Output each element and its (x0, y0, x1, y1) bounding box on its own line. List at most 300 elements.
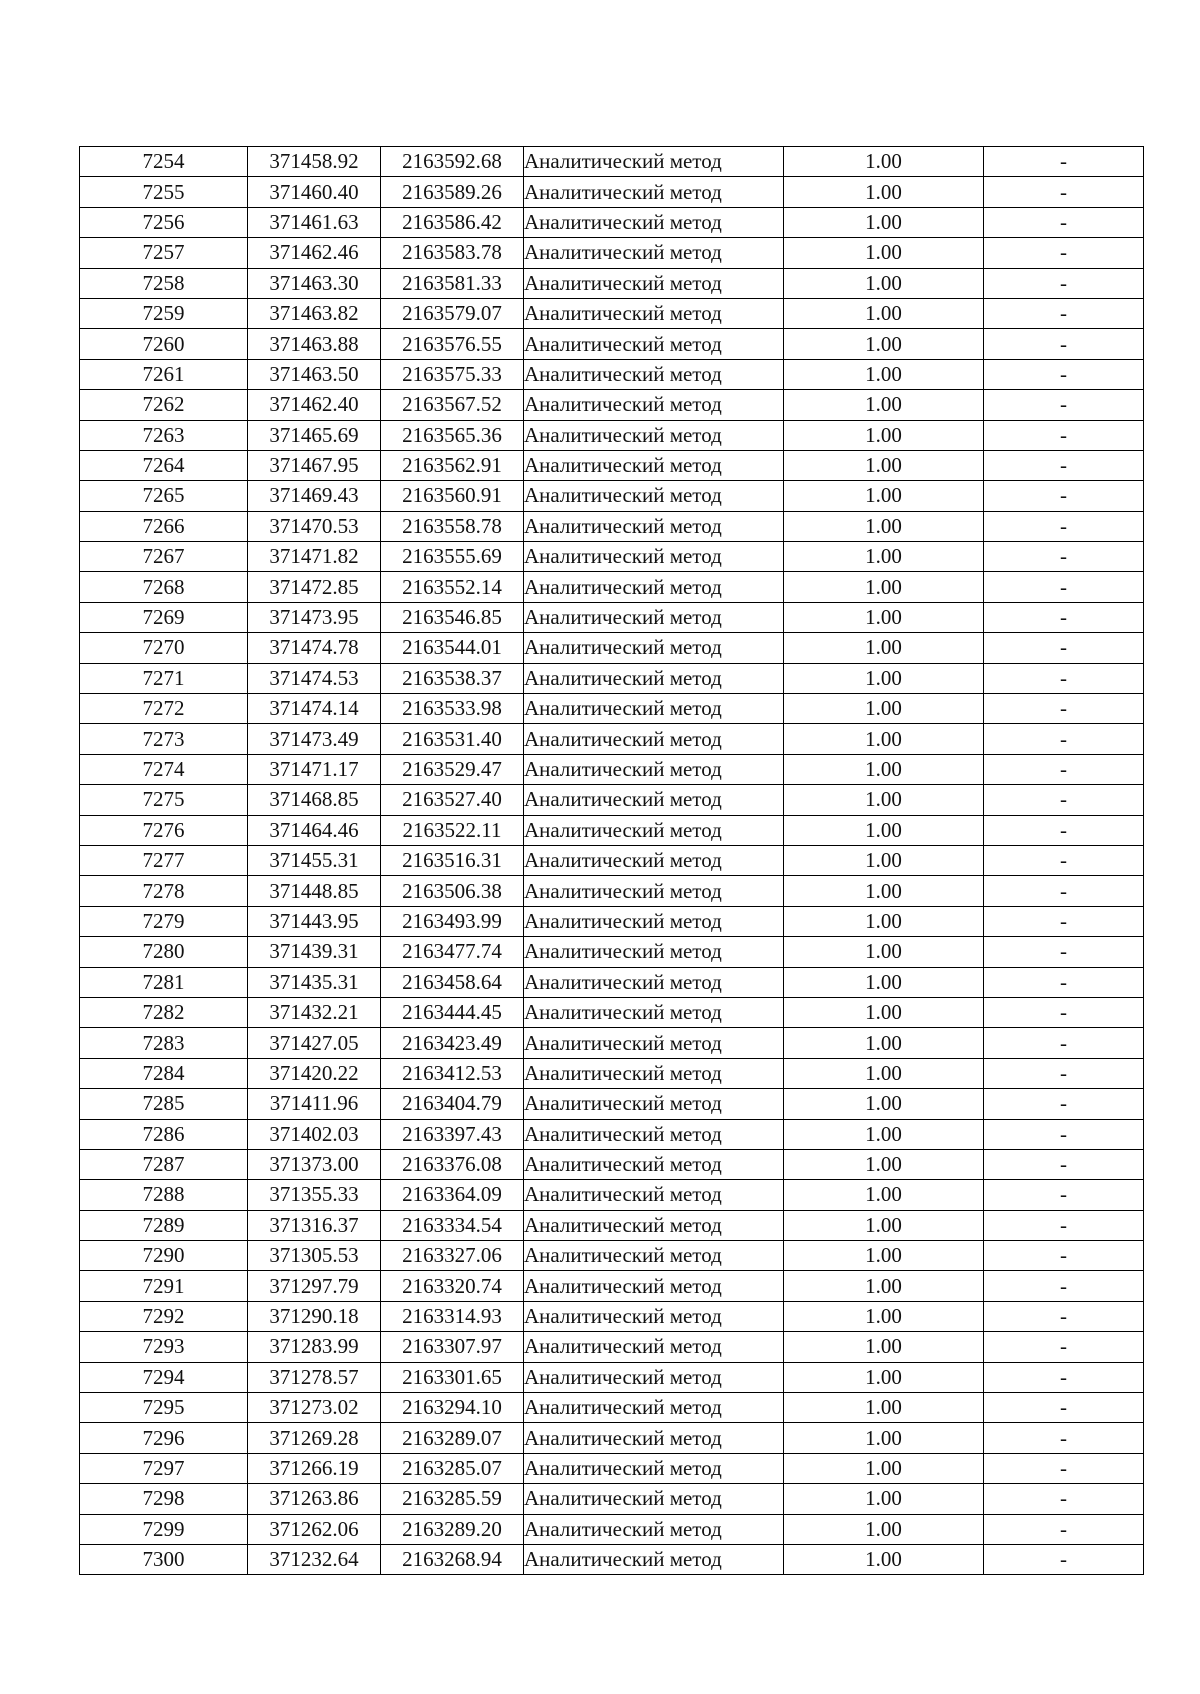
method-cell: Аналитический метод (524, 845, 784, 875)
y-coordinate-cell: 2163516.31 (381, 845, 524, 875)
note-cell: - (984, 1058, 1144, 1088)
accuracy-cell: 1.00 (784, 997, 984, 1027)
x-coordinate-cell: 371458.92 (248, 147, 381, 177)
y-coordinate-cell: 2163558.78 (381, 511, 524, 541)
y-coordinate-cell: 2163552.14 (381, 572, 524, 602)
note-cell: - (984, 1119, 1144, 1149)
method-cell: Аналитический метод (524, 906, 784, 936)
x-coordinate-cell: 371472.85 (248, 572, 381, 602)
accuracy-cell: 1.00 (784, 268, 984, 298)
y-coordinate-cell: 2163444.45 (381, 997, 524, 1027)
accuracy-cell: 1.00 (784, 147, 984, 177)
note-cell: - (984, 876, 1144, 906)
note-cell: - (984, 1028, 1144, 1058)
note-cell: - (984, 1089, 1144, 1119)
table-row (80, 268, 1144, 298)
accuracy-cell: 1.00 (784, 1028, 984, 1058)
note-cell: - (984, 754, 1144, 784)
table-row (80, 845, 1144, 875)
accuracy-cell: 1.00 (784, 1210, 984, 1240)
method-cell: Аналитический метод (524, 663, 784, 693)
x-coordinate-cell: 371297.79 (248, 1271, 381, 1301)
x-coordinate-cell: 371474.78 (248, 633, 381, 663)
table-row (80, 785, 1144, 815)
x-coordinate-cell: 371469.43 (248, 481, 381, 511)
point-number-cell: 7286 (80, 1119, 248, 1149)
note-cell: - (984, 937, 1144, 967)
table-row (80, 1544, 1144, 1574)
table-row (80, 298, 1144, 328)
point-number-cell: 7279 (80, 906, 248, 936)
accuracy-cell: 1.00 (784, 967, 984, 997)
point-number-cell: 7277 (80, 845, 248, 875)
accuracy-cell: 1.00 (784, 1514, 984, 1544)
table-row (80, 1089, 1144, 1119)
point-number-cell: 7300 (80, 1544, 248, 1574)
method-cell: Аналитический метод (524, 876, 784, 906)
y-coordinate-cell: 2163294.10 (381, 1393, 524, 1423)
x-coordinate-cell: 371467.95 (248, 450, 381, 480)
note-cell: - (984, 177, 1144, 207)
table-row (80, 359, 1144, 389)
y-coordinate-cell: 2163423.49 (381, 1028, 524, 1058)
x-coordinate-cell: 371373.00 (248, 1149, 381, 1179)
y-coordinate-cell: 2163529.47 (381, 754, 524, 784)
y-coordinate-cell: 2163320.74 (381, 1271, 524, 1301)
accuracy-cell: 1.00 (784, 1271, 984, 1301)
note-cell: - (984, 785, 1144, 815)
table-row (80, 1241, 1144, 1271)
point-number-cell: 7271 (80, 663, 248, 693)
y-coordinate-cell: 2163289.07 (381, 1423, 524, 1453)
method-cell: Аналитический метод (524, 298, 784, 328)
table-row (80, 1362, 1144, 1392)
point-number-cell: 7294 (80, 1362, 248, 1392)
method-cell: Аналитический метод (524, 390, 784, 420)
table-row (80, 1180, 1144, 1210)
accuracy-cell: 1.00 (784, 1393, 984, 1423)
point-number-cell: 7278 (80, 876, 248, 906)
accuracy-cell: 1.00 (784, 906, 984, 936)
method-cell: Аналитический метод (524, 694, 784, 724)
method-cell: Аналитический метод (524, 1362, 784, 1392)
accuracy-cell: 1.00 (784, 1089, 984, 1119)
table-row (80, 1149, 1144, 1179)
table-row (80, 1453, 1144, 1483)
point-number-cell: 7287 (80, 1149, 248, 1179)
accuracy-cell: 1.00 (784, 359, 984, 389)
accuracy-cell: 1.00 (784, 1149, 984, 1179)
table-row (80, 572, 1144, 602)
note-cell: - (984, 1362, 1144, 1392)
point-number-cell: 7273 (80, 724, 248, 754)
method-cell: Аналитический метод (524, 1423, 784, 1453)
method-cell: Аналитический метод (524, 1119, 784, 1149)
table-row (80, 511, 1144, 541)
accuracy-cell: 1.00 (784, 238, 984, 268)
accuracy-cell: 1.00 (784, 511, 984, 541)
method-cell: Аналитический метод (524, 329, 784, 359)
method-cell: Аналитический метод (524, 1210, 784, 1240)
table-row (80, 1058, 1144, 1088)
note-cell: - (984, 207, 1144, 237)
y-coordinate-cell: 2163506.38 (381, 876, 524, 906)
x-coordinate-cell: 371435.31 (248, 967, 381, 997)
y-coordinate-cell: 2163589.26 (381, 177, 524, 207)
point-number-cell: 7267 (80, 542, 248, 572)
point-number-cell: 7291 (80, 1271, 248, 1301)
y-coordinate-cell: 2163327.06 (381, 1241, 524, 1271)
method-cell: Аналитический метод (524, 359, 784, 389)
note-cell: - (984, 1180, 1144, 1210)
y-coordinate-cell: 2163533.98 (381, 694, 524, 724)
point-number-cell: 7290 (80, 1241, 248, 1271)
note-cell: - (984, 450, 1144, 480)
x-coordinate-cell: 371427.05 (248, 1028, 381, 1058)
method-cell: Аналитический метод (524, 511, 784, 541)
table-row (80, 207, 1144, 237)
method-cell: Аналитический метод (524, 481, 784, 511)
point-number-cell: 7268 (80, 572, 248, 602)
y-coordinate-cell: 2163555.69 (381, 542, 524, 572)
method-cell: Аналитический метод (524, 1058, 784, 1088)
table-row (80, 754, 1144, 784)
note-cell: - (984, 694, 1144, 724)
x-coordinate-cell: 371266.19 (248, 1453, 381, 1483)
point-number-cell: 7256 (80, 207, 248, 237)
x-coordinate-cell: 371443.95 (248, 906, 381, 936)
accuracy-cell: 1.00 (784, 1544, 984, 1574)
point-number-cell: 7266 (80, 511, 248, 541)
x-coordinate-cell: 371316.37 (248, 1210, 381, 1240)
note-cell: - (984, 481, 1144, 511)
y-coordinate-cell: 2163364.09 (381, 1180, 524, 1210)
accuracy-cell: 1.00 (784, 1332, 984, 1362)
x-coordinate-cell: 371468.85 (248, 785, 381, 815)
y-coordinate-cell: 2163522.11 (381, 815, 524, 845)
table-row (80, 1301, 1144, 1331)
point-number-cell: 7281 (80, 967, 248, 997)
x-coordinate-cell: 371473.95 (248, 602, 381, 632)
method-cell: Аналитический метод (524, 1484, 784, 1514)
y-coordinate-cell: 2163493.99 (381, 906, 524, 936)
accuracy-cell: 1.00 (784, 390, 984, 420)
table-row (80, 602, 1144, 632)
method-cell: Аналитический метод (524, 1028, 784, 1058)
table-row (80, 147, 1144, 177)
note-cell: - (984, 1332, 1144, 1362)
note-cell: - (984, 420, 1144, 450)
method-cell: Аналитический метод (524, 1271, 784, 1301)
accuracy-cell: 1.00 (784, 177, 984, 207)
y-coordinate-cell: 2163575.33 (381, 359, 524, 389)
note-cell: - (984, 147, 1144, 177)
x-coordinate-cell: 371448.85 (248, 876, 381, 906)
point-number-cell: 7289 (80, 1210, 248, 1240)
accuracy-cell: 1.00 (784, 481, 984, 511)
y-coordinate-cell: 2163301.65 (381, 1362, 524, 1392)
accuracy-cell: 1.00 (784, 1453, 984, 1483)
note-cell: - (984, 390, 1144, 420)
table-row (80, 1332, 1144, 1362)
note-cell: - (984, 967, 1144, 997)
point-number-cell: 7288 (80, 1180, 248, 1210)
x-coordinate-cell: 371455.31 (248, 845, 381, 875)
note-cell: - (984, 845, 1144, 875)
y-coordinate-cell: 2163546.85 (381, 602, 524, 632)
table-row (80, 906, 1144, 936)
method-cell: Аналитический метод (524, 1332, 784, 1362)
point-number-cell: 7255 (80, 177, 248, 207)
accuracy-cell: 1.00 (784, 602, 984, 632)
x-coordinate-cell: 371232.64 (248, 1544, 381, 1574)
x-coordinate-cell: 371464.46 (248, 815, 381, 845)
point-number-cell: 7295 (80, 1393, 248, 1423)
point-number-cell: 7284 (80, 1058, 248, 1088)
method-cell: Аналитический метод (524, 967, 784, 997)
accuracy-cell: 1.00 (784, 633, 984, 663)
accuracy-cell: 1.00 (784, 1119, 984, 1149)
note-cell: - (984, 1453, 1144, 1483)
table-row (80, 238, 1144, 268)
method-cell: Аналитический метод (524, 147, 784, 177)
accuracy-cell: 1.00 (784, 724, 984, 754)
x-coordinate-cell: 371432.21 (248, 997, 381, 1027)
point-number-cell: 7254 (80, 147, 248, 177)
y-coordinate-cell: 2163404.79 (381, 1089, 524, 1119)
method-cell: Аналитический метод (524, 1453, 784, 1483)
point-number-cell: 7276 (80, 815, 248, 845)
method-cell: Аналитический метод (524, 1180, 784, 1210)
method-cell: Аналитический метод (524, 815, 784, 845)
accuracy-cell: 1.00 (784, 572, 984, 602)
note-cell: - (984, 1544, 1144, 1574)
x-coordinate-cell: 371474.14 (248, 694, 381, 724)
note-cell: - (984, 663, 1144, 693)
note-cell: - (984, 724, 1144, 754)
y-coordinate-cell: 2163285.07 (381, 1453, 524, 1483)
accuracy-cell: 1.00 (784, 785, 984, 815)
y-coordinate-cell: 2163397.43 (381, 1119, 524, 1149)
table-row (80, 1210, 1144, 1240)
y-coordinate-cell: 2163531.40 (381, 724, 524, 754)
y-coordinate-cell: 2163592.68 (381, 147, 524, 177)
point-number-cell: 7299 (80, 1514, 248, 1544)
point-number-cell: 7261 (80, 359, 248, 389)
method-cell: Аналитический метод (524, 1393, 784, 1423)
accuracy-cell: 1.00 (784, 1362, 984, 1392)
note-cell: - (984, 329, 1144, 359)
y-coordinate-cell: 2163477.74 (381, 937, 524, 967)
x-coordinate-cell: 371290.18 (248, 1301, 381, 1331)
method-cell: Аналитический метод (524, 1301, 784, 1331)
note-cell: - (984, 906, 1144, 936)
x-coordinate-cell: 371439.31 (248, 937, 381, 967)
accuracy-cell: 1.00 (784, 1058, 984, 1088)
method-cell: Аналитический метод (524, 238, 784, 268)
note-cell: - (984, 1423, 1144, 1453)
table-row (80, 1271, 1144, 1301)
note-cell: - (984, 1210, 1144, 1240)
table-row (80, 876, 1144, 906)
x-coordinate-cell: 371462.40 (248, 390, 381, 420)
point-number-cell: 7282 (80, 997, 248, 1027)
point-number-cell: 7260 (80, 329, 248, 359)
x-coordinate-cell: 371411.96 (248, 1089, 381, 1119)
accuracy-cell: 1.00 (784, 754, 984, 784)
note-cell: - (984, 1241, 1144, 1271)
table-row (80, 967, 1144, 997)
point-number-cell: 7263 (80, 420, 248, 450)
method-cell: Аналитический метод (524, 177, 784, 207)
accuracy-cell: 1.00 (784, 1301, 984, 1331)
accuracy-cell: 1.00 (784, 1180, 984, 1210)
table-row (80, 1514, 1144, 1544)
y-coordinate-cell: 2163527.40 (381, 785, 524, 815)
method-cell: Аналитический метод (524, 937, 784, 967)
point-number-cell: 7283 (80, 1028, 248, 1058)
note-cell: - (984, 238, 1144, 268)
y-coordinate-cell: 2163581.33 (381, 268, 524, 298)
x-coordinate-cell: 371355.33 (248, 1180, 381, 1210)
point-number-cell: 7270 (80, 633, 248, 663)
point-number-cell: 7296 (80, 1423, 248, 1453)
point-number-cell: 7264 (80, 450, 248, 480)
y-coordinate-cell: 2163576.55 (381, 329, 524, 359)
note-cell: - (984, 1271, 1144, 1301)
method-cell: Аналитический метод (524, 1149, 784, 1179)
method-cell: Аналитический метод (524, 1544, 784, 1574)
x-coordinate-cell: 371462.46 (248, 238, 381, 268)
accuracy-cell: 1.00 (784, 1241, 984, 1271)
y-coordinate-cell: 2163289.20 (381, 1514, 524, 1544)
x-coordinate-cell: 371305.53 (248, 1241, 381, 1271)
x-coordinate-cell: 371278.57 (248, 1362, 381, 1392)
accuracy-cell: 1.00 (784, 694, 984, 724)
x-coordinate-cell: 371461.63 (248, 207, 381, 237)
table-row (80, 1393, 1144, 1423)
point-number-cell: 7258 (80, 268, 248, 298)
accuracy-cell: 1.00 (784, 1484, 984, 1514)
accuracy-cell: 1.00 (784, 420, 984, 450)
x-coordinate-cell: 371463.88 (248, 329, 381, 359)
x-coordinate-cell: 371463.30 (248, 268, 381, 298)
note-cell: - (984, 268, 1144, 298)
y-coordinate-cell: 2163565.36 (381, 420, 524, 450)
note-cell: - (984, 1484, 1144, 1514)
note-cell: - (984, 298, 1144, 328)
table-row (80, 542, 1144, 572)
method-cell: Аналитический метод (524, 268, 784, 298)
accuracy-cell: 1.00 (784, 815, 984, 845)
note-cell: - (984, 1393, 1144, 1423)
accuracy-cell: 1.00 (784, 329, 984, 359)
x-coordinate-cell: 371460.40 (248, 177, 381, 207)
table-row (80, 1119, 1144, 1149)
table-row (80, 420, 1144, 450)
y-coordinate-cell: 2163567.52 (381, 390, 524, 420)
point-number-cell: 7285 (80, 1089, 248, 1119)
table-row (80, 937, 1144, 967)
point-number-cell: 7274 (80, 754, 248, 784)
x-coordinate-cell: 371470.53 (248, 511, 381, 541)
method-cell: Аналитический метод (524, 997, 784, 1027)
y-coordinate-cell: 2163562.91 (381, 450, 524, 480)
y-coordinate-cell: 2163586.42 (381, 207, 524, 237)
table-row (80, 997, 1144, 1027)
accuracy-cell: 1.00 (784, 1423, 984, 1453)
table-row (80, 663, 1144, 693)
point-number-cell: 7297 (80, 1453, 248, 1483)
x-coordinate-cell: 371463.50 (248, 359, 381, 389)
method-cell: Аналитический метод (524, 633, 784, 663)
method-cell: Аналитический метод (524, 572, 784, 602)
method-cell: Аналитический метод (524, 450, 784, 480)
y-coordinate-cell: 2163376.08 (381, 1149, 524, 1179)
point-number-cell: 7265 (80, 481, 248, 511)
x-coordinate-cell: 371474.53 (248, 663, 381, 693)
note-cell: - (984, 633, 1144, 663)
accuracy-cell: 1.00 (784, 663, 984, 693)
table-row (80, 390, 1144, 420)
method-cell: Аналитический метод (524, 542, 784, 572)
method-cell: Аналитический метод (524, 602, 784, 632)
point-number-cell: 7292 (80, 1301, 248, 1331)
note-cell: - (984, 511, 1144, 541)
accuracy-cell: 1.00 (784, 207, 984, 237)
x-coordinate-cell: 371283.99 (248, 1332, 381, 1362)
point-number-cell: 7272 (80, 694, 248, 724)
method-cell: Аналитический метод (524, 207, 784, 237)
accuracy-cell: 1.00 (784, 876, 984, 906)
y-coordinate-cell: 2163583.78 (381, 238, 524, 268)
note-cell: - (984, 359, 1144, 389)
y-coordinate-cell: 2163334.54 (381, 1210, 524, 1240)
y-coordinate-cell: 2163412.53 (381, 1058, 524, 1088)
point-number-cell: 7262 (80, 390, 248, 420)
x-coordinate-cell: 371471.17 (248, 754, 381, 784)
method-cell: Аналитический метод (524, 785, 784, 815)
accuracy-cell: 1.00 (784, 937, 984, 967)
table-row (80, 481, 1144, 511)
y-coordinate-cell: 2163314.93 (381, 1301, 524, 1331)
x-coordinate-cell: 371473.49 (248, 724, 381, 754)
y-coordinate-cell: 2163544.01 (381, 633, 524, 663)
accuracy-cell: 1.00 (784, 542, 984, 572)
x-coordinate-cell: 371420.22 (248, 1058, 381, 1088)
method-cell: Аналитический метод (524, 1514, 784, 1544)
method-cell: Аналитический метод (524, 1089, 784, 1119)
accuracy-cell: 1.00 (784, 845, 984, 875)
table-row (80, 815, 1144, 845)
x-coordinate-cell: 371471.82 (248, 542, 381, 572)
y-coordinate-cell: 2163268.94 (381, 1544, 524, 1574)
accuracy-cell: 1.00 (784, 298, 984, 328)
note-cell: - (984, 602, 1144, 632)
table-row (80, 633, 1144, 663)
y-coordinate-cell: 2163579.07 (381, 298, 524, 328)
table-row (80, 694, 1144, 724)
note-cell: - (984, 815, 1144, 845)
coordinates-table (79, 146, 1144, 1575)
method-cell: Аналитический метод (524, 754, 784, 784)
x-coordinate-cell: 371262.06 (248, 1514, 381, 1544)
note-cell: - (984, 542, 1144, 572)
x-coordinate-cell: 371273.02 (248, 1393, 381, 1423)
note-cell: - (984, 997, 1144, 1027)
table-row (80, 724, 1144, 754)
accuracy-cell: 1.00 (784, 450, 984, 480)
